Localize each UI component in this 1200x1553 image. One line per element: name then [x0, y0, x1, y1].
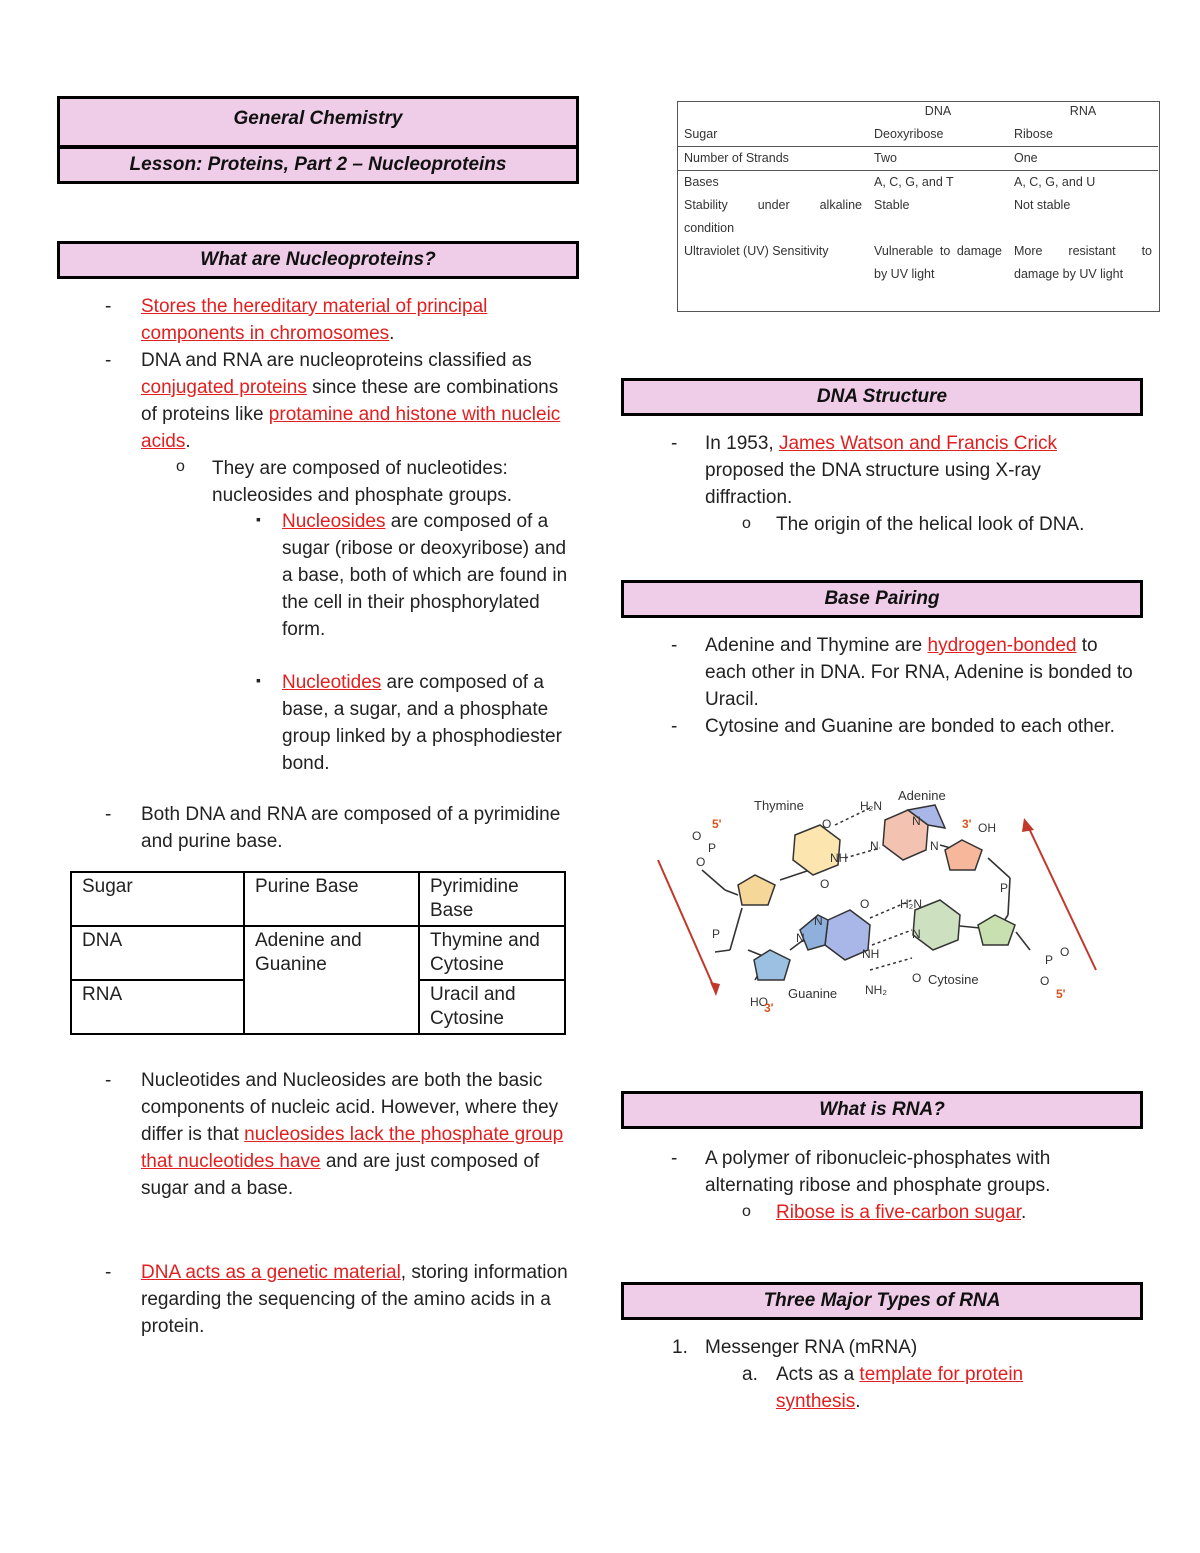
adenine-label: Adenine — [898, 788, 946, 803]
five-prime-label: 5' — [1056, 987, 1066, 1001]
table-cell: Not stable — [1014, 198, 1071, 212]
bullet-circle: o — [176, 458, 185, 475]
table-cell: Stable — [874, 198, 910, 212]
bullet-dash: - — [105, 804, 112, 825]
list-number: 1. — [672, 1337, 688, 1358]
bullet-dash: - — [671, 716, 678, 737]
table-cell: A, C, G, and T — [874, 175, 954, 189]
section-header-what-is-rna — [621, 1091, 1143, 1129]
sugar-pentagon — [738, 875, 775, 905]
section-header-base-pairing — [621, 580, 1143, 618]
oxygen-label: O — [1040, 974, 1050, 988]
phosphate-p: P — [712, 927, 721, 941]
base-table — [70, 871, 566, 1035]
bullet-dash: - — [105, 1262, 112, 1283]
base-pairing-diagram — [650, 780, 1120, 1020]
nh-label: NH — [862, 947, 880, 961]
table-cell: Sugar — [684, 127, 718, 141]
bullet-dash: - — [105, 350, 112, 371]
table-cell: Ribose — [1014, 127, 1053, 141]
bullet-dash: - — [671, 1148, 678, 1169]
three-prime-label: 3' — [962, 817, 972, 831]
bullet-dash: - — [105, 1070, 112, 1091]
h2n-label: H₂N — [900, 897, 922, 911]
bullet-pyrimidine-purine: Both DNA and RNA are composed of a pyrimidine and purine base. — [141, 804, 561, 852]
arrow-head — [1022, 818, 1034, 832]
ho-label: HO — [750, 995, 768, 1009]
table-cell: Stability under alkaline condition — [684, 198, 862, 235]
table-cell: One — [1014, 151, 1038, 165]
table-cell: Ultraviolet (UV) Sensitivity — [684, 244, 829, 258]
list-letter: a. — [742, 1364, 758, 1385]
nitrogen-label: N — [912, 814, 921, 828]
section-title: What are Nucleoproteins? — [200, 249, 436, 270]
section-header-nucleoproteins — [57, 241, 579, 279]
table-cell: A, C, G, and U — [1014, 175, 1096, 189]
bullet-square: ▪ — [256, 672, 261, 688]
nitrogen-label: N — [796, 931, 805, 945]
oh-label: OH — [978, 821, 996, 835]
nitrogen-label: N — [912, 927, 921, 941]
bullet-genetic-material: DNA acts as a genetic material, storing information regarding the sequencing of the amino acids in a protein. — [141, 1262, 568, 1337]
bullet-conjugated: DNA and RNA are nucleoproteins classified as conjugated proteins since these are combinations of proteins like protamine and histone with nucleic acids. — [141, 350, 561, 452]
bullet-adenine-thymine: Adenine and Thymine are hydrogen-bonded to each other in DNA. For RNA, Adenine is bonded to Uracil. — [705, 635, 1133, 710]
table-header: Purine Base — [244, 872, 419, 926]
lesson-title: Lesson: Proteins, Part 2 – Nucleoproteins — [129, 154, 507, 175]
table-cell: Number of Strands — [684, 151, 789, 165]
sub-bullet-nucleotides-composition: They are composed of nucleotides: nucleosides and phosphate groups. — [212, 458, 513, 506]
table-header: Sugar — [71, 872, 244, 926]
three-prime-label: 3' — [764, 1001, 774, 1015]
bullet-cytosine-guanine: Cytosine and Guanine are bonded to each other. — [705, 716, 1115, 737]
table-cell: Vulnerable to damage by UV light — [874, 244, 1002, 281]
table-cell: Uracil and Cytosine — [419, 980, 565, 1034]
bullet-dash: - — [671, 433, 678, 454]
list-item-mrna: Messenger RNA (mRNA) — [705, 1337, 918, 1358]
bullet-rna-polymer: A polymer of ribonucleic-phosphates with alternating ribose and phosphate groups. — [705, 1148, 1051, 1196]
thymine-label: Thymine — [754, 798, 804, 813]
phosphate-p: P — [1045, 953, 1054, 967]
table-cell: Two — [874, 151, 897, 165]
oxygen-label: O — [692, 829, 702, 843]
oxygen-label: O — [1060, 945, 1070, 959]
thymine-ring — [793, 825, 840, 875]
phosphate-p: P — [708, 841, 717, 855]
table-header: DNA — [924, 104, 952, 118]
bullet-hereditary: Stores the hereditary material of principal components in chromosomes. — [141, 296, 488, 344]
sub-bullet-ribose: Ribose is a five-carbon sugar. — [776, 1202, 1027, 1223]
nh-label: NH — [830, 851, 848, 865]
table-cell: Bases — [684, 175, 719, 189]
bullet-dash: - — [105, 296, 112, 317]
bullet-circle: o — [742, 515, 751, 532]
oxygen-label: O — [822, 817, 832, 831]
table-cell: RNA — [71, 980, 244, 1034]
sub-item-template: Acts as a template for protein synthesis. — [776, 1364, 1024, 1412]
bullet-dash: - — [671, 635, 678, 656]
oxygen-label: O — [696, 855, 706, 869]
sub-bullet-helical: The origin of the helical look of DNA. — [776, 514, 1085, 535]
bullet-nucleotides-vs-nucleosides: Nucleotides and Nucleosides are both the basic components of nucleic acid. However, where they differ is that nucleosides lack the phosphate group that nucleotides have and are just composed of sugar and a base. — [141, 1070, 564, 1199]
dna-rna-comparison-table — [678, 100, 1158, 286]
table-header: Pyrimidine Base — [419, 872, 565, 926]
section-title: What is RNA? — [819, 1099, 945, 1120]
oxygen-label: O — [860, 897, 870, 911]
table-cell: More resistant to damage by UV light — [1014, 244, 1152, 281]
sugar-pentagon — [978, 915, 1015, 945]
nitrogen-label: N — [930, 839, 939, 853]
table-cell: Adenine and Guanine — [244, 926, 419, 1034]
table-header: RNA — [1069, 104, 1097, 118]
arrow-head — [710, 982, 720, 996]
sugar-pentagon — [945, 840, 982, 870]
bullet-circle: o — [742, 1203, 751, 1220]
course-title-box — [57, 96, 579, 148]
section-title: DNA Structure — [816, 386, 948, 407]
sub-sub-bullet-nucleosides: Nucleosides are composed of a sugar (ribose or deoxyribose) and a base, both of which are found in the cell in their phosphorylated form. — [282, 511, 568, 640]
bullet-square: ▪ — [256, 511, 261, 527]
sub-sub-bullet-nucleotides: Nucleotides are composed of a base, a sugar, and a phosphate group linked by a phosphodiester bond. — [282, 672, 562, 774]
course-title: General Chemistry — [233, 108, 403, 129]
nitrogen-label: N — [870, 839, 879, 853]
nh2-label: NH₂ — [865, 983, 887, 997]
section-title: Base Pairing — [824, 588, 940, 609]
section-header-types-of-rna — [621, 1282, 1143, 1320]
oxygen-label: O — [820, 877, 830, 891]
table-cell: Deoxyribose — [874, 127, 944, 141]
strand-arrow-down — [658, 860, 716, 992]
section-title: Three Major Types of RNA — [763, 1290, 1001, 1311]
table-cell: DNA — [71, 926, 244, 980]
five-prime-label: 5' — [712, 817, 722, 831]
table-cell: Thymine and Cytosine — [419, 926, 565, 980]
h2n-label: H₂N — [860, 799, 882, 813]
cytosine-label: Cytosine — [928, 972, 979, 987]
phosphate-p: P — [1000, 881, 1009, 895]
oxygen-label: O — [912, 971, 922, 985]
nitrogen-label: N — [814, 914, 823, 928]
bullet-watson-crick: In 1953, James Watson and Francis Crick proposed the DNA structure using X-ray diffraction. — [705, 433, 1057, 508]
lesson-title-box — [57, 146, 579, 184]
guanine-label: Guanine — [788, 986, 838, 1001]
section-header-dna-structure — [621, 378, 1143, 416]
